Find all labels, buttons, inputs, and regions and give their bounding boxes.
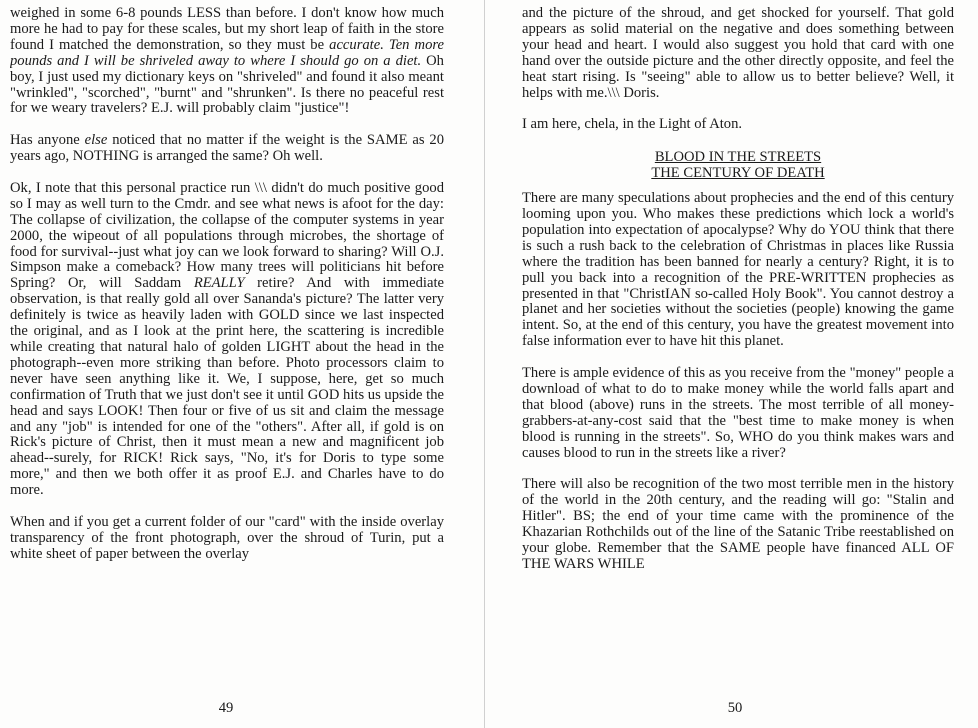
left-paragraph-2: Has anyone else noticed that no matter if the weight is the SAME as 20 years ago, NOTHING is arranged the same? Oh well. xyxy=(10,132,444,165)
right-page-number: 50 xyxy=(727,700,743,716)
left-paragraph-3: Ok, I note that this personal practice run \\\ didn't do much positive good so I may as well turn to the Cmdr. and see what news is afoot for the day: The collapse of civilization, the collapse of the computer systems in year 2000, the wipeout of all populations through microbes, the shortage of food for survival--just what joy can we look forward to sharing? Will O.J. Simpson make a comeback? How many trees will politicians hit before Spring? Or, will Saddam REALLY retire? And with immediate observation, is that really gold all over Sananda's picture? The latter very definitely is twice as heavily laden with GOLD since we last inspected the original, and as I look at the print here, the scattering is incredible while creating that natural halo of golden LIGHT about the head in the photograph--even more striking than before. Photo processors claim to never have seen anything like it. We, I suppose, here, get so much confirmation of Truth that we just don't see it until GOD hits us upside the head and says LOOK! Then four or five of us sit and claim the message and any "job" is intended for one of the "others". After all, if gold is on Rick's picture of Christ, then it must mean a new and magnificent job ahead--surely, for RICK! Rick says, "No, it's for Doris to type some more," and then we both offer it as proof E.J. and Charles have to do more. xyxy=(10,179,444,499)
right-paragraph-3: There are many speculations about prophecies and the end of this century looming upon you. Who makes these predictions which lock a world's population into expectation of apocalypse? Why do YOU think that there is such a rush back to the celebration of Christmas in places like Russia where the tradition has been banned for nearly a century? Right, it is to pull you back into a recognition of the PRE-WRITTEN prophecies as presented in that "ChristIAN so-called Holy Book". You cannot destroy a planet and her societies without the societies (people) knowing the game intent. So, at the end of this century, you have the greatest movement into false information ever to have hit this planet. xyxy=(522,190,954,350)
left-page-text xyxy=(10,6,444,656)
left-paragraph-1: weighed in some 6-8 pounds LESS than before. I don't know how much more he had to pay for these scales, but my short leap of faith in the store found I matched the demonstration, so they must be accurate. Ten more pounds and I will be shriveled away to where I should go on a diet. Oh boy, I just used my dictionary keys on "shriveled" and found it also meant "wrinkled", "scorched", "burnt" and "shrunken". Is there no peaceful rest for we weary travelers? E.J. will probably claim "justice"! xyxy=(10,6,444,117)
right-page-text xyxy=(522,6,954,656)
right-paragraph-1: and the picture of the shroud, and get shocked for yourself. That gold appears as solid material on the negative and does something between your head and heart. I would also suggest you hold that card with one hand over the outside picture and the other directly opposite, and feel the heat start rising. Is "seeing" able to allow us to better believe? Well, it helps with me.\\\ Doris. xyxy=(522,6,954,101)
right-paragraph-2: I am here, chela, in the Light of Aton. xyxy=(522,116,743,133)
left-page-number: 49 xyxy=(218,700,234,716)
right-paragraph-5: There will also be recognition of the two most terrible men in the history of the world in the 20th century, and the reading will go: "Stalin and Hitler". BS; the end of your time came with the prominence of the Khazarian Rothchilds out of the line of the Satanic Tribe reestablished on your globe. Remember that the SAME people have financed ALL OF THE WARS WHILE xyxy=(522,476,954,572)
book-gutter xyxy=(484,0,485,728)
section-heading xyxy=(522,149,954,181)
section-heading-line-2: THE CENTURY OF DEATH xyxy=(651,165,825,182)
right-paragraph-4: There is ample evidence of this as you receive from the "money" people a download of what to do to make money while the world falls apart and that blood (above) runs in the streets. The most terrible of all money-grabbers-at-any-cost said that the "best time to make money is when blood is running in the streets". So, WHO do you think makes wars and causes blood to run in the streets like a river? xyxy=(522,365,954,461)
section-heading-line-1: BLOOD IN THE STREETS xyxy=(654,149,822,166)
left-paragraph-4: When and if you get a current folder of our "card" with the inside overlay transparency of the front photograph, over the shroud of Turin, put a white sheet of paper between the overlay xyxy=(10,513,444,562)
